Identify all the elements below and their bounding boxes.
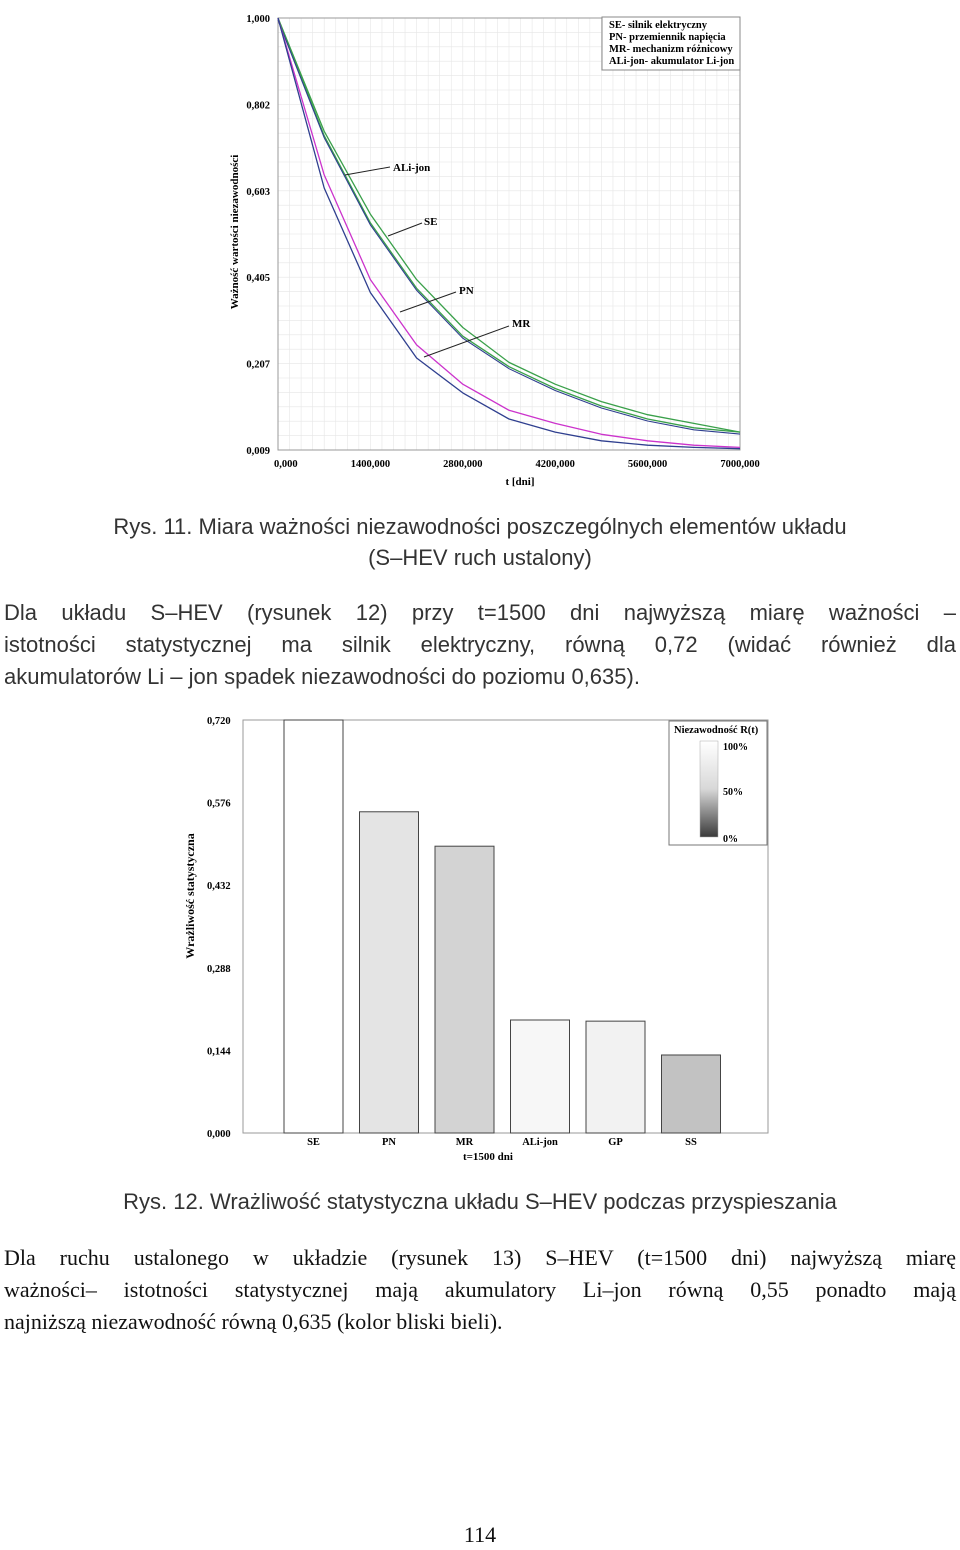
f2-x-axis-label: t=1500 dni bbox=[463, 1151, 513, 1163]
f2-bar-gp bbox=[586, 1021, 645, 1133]
f2-x-tick: ALi-jon bbox=[522, 1137, 558, 1148]
f2-legend-gradient bbox=[700, 741, 718, 837]
f2-x-tick: MR bbox=[455, 1137, 474, 1148]
f1-y-tick: 0,207 bbox=[246, 359, 270, 371]
paragraph-1-line2: istotności statystycznej ma silnik elektryczny, równą 0,72 (widać również dla bbox=[4, 632, 956, 657]
f2-legend-title: Niezawodność R(t) bbox=[674, 725, 759, 736]
f1-x-tick: 4200,000 bbox=[535, 459, 575, 470]
f1-y-tick: 0,009 bbox=[246, 446, 270, 457]
f2-x-tick-labels bbox=[307, 1137, 697, 1148]
f2-y-tick: 0,576 bbox=[207, 798, 231, 810]
figure-11-caption-line1: Rys. 11. Miara ważności niezawodności poszczególnych elementów układu bbox=[113, 514, 847, 539]
f2-x-tick: GP bbox=[608, 1137, 623, 1148]
paragraph-2-line3: najniższą niezawodność równą 0,635 (kolor bliski bieli). bbox=[4, 1309, 503, 1334]
f1-annotation-mr: MR bbox=[512, 318, 531, 330]
figure-12-caption: Rys. 12. Wrażliwość statystyczna układu S–HEV podczas przyspieszania bbox=[123, 1189, 837, 1214]
f2-y-tick: 0,000 bbox=[207, 1129, 231, 1140]
f2-x-tick: PN bbox=[382, 1137, 396, 1148]
f1-annotation-se: SE bbox=[424, 216, 438, 228]
f1-x-axis-label: t [dni] bbox=[505, 476, 535, 488]
f1-x-tick-labels bbox=[274, 459, 760, 470]
paragraph-1 bbox=[4, 597, 956, 693]
f1-legend-pn: PN- przemiennik napięcia bbox=[609, 32, 726, 43]
f2-y-tick: 0,288 bbox=[207, 963, 231, 975]
f1-y-tick: 0,603 bbox=[246, 186, 270, 198]
f2-bar-ss bbox=[662, 1055, 721, 1133]
f2-legend bbox=[669, 721, 767, 845]
paragraph-2-line1: Dla ruchu ustalonego w układzie (rysunek 13) S–HEV (t=1500 dni) najwyższą miarę bbox=[4, 1245, 956, 1270]
f1-x-tick: 2800,000 bbox=[443, 459, 483, 470]
f2-y-tick: 0,720 bbox=[207, 716, 231, 727]
f2-x-tick: SE bbox=[307, 1137, 320, 1148]
f2-legend-0: 0% bbox=[723, 834, 738, 845]
f2-y-tick: 0,432 bbox=[207, 881, 231, 893]
f2-x-tick: SS bbox=[685, 1137, 697, 1148]
f1-y-tick: 0,802 bbox=[246, 100, 270, 112]
f2-bar-pn bbox=[360, 812, 419, 1133]
f1-y-tick-labels bbox=[246, 14, 270, 457]
f1-x-tick: 5600,000 bbox=[627, 459, 668, 470]
f2-legend-100: 100% bbox=[723, 742, 748, 753]
f2-y-axis-label: Wrażliwość statystyczna bbox=[183, 833, 197, 959]
f2-bar-mr bbox=[435, 846, 494, 1133]
f1-y-tick: 0,405 bbox=[246, 273, 270, 285]
f1-gridlines bbox=[278, 18, 740, 450]
f1-legend-alijon: ALi-jon- akumulator Li-jon bbox=[609, 56, 735, 67]
f2-y-tick: 0,144 bbox=[207, 1046, 231, 1058]
paragraph-1-line3: akumulatorów Li – jon spadek niezawodności do poziomu 0,635). bbox=[4, 664, 640, 689]
figure-11-caption-line2: (S–HEV ruch ustalony) bbox=[368, 545, 592, 570]
paragraph-2-line2: ważności– istotności statystycznej mają akumulatory Li–jon równą 0,55 ponadto mają bbox=[4, 1277, 956, 1302]
f1-legend-se: SE- silnik elektryczny bbox=[609, 20, 708, 31]
page-number: 114 bbox=[463, 1522, 497, 1547]
f1-legend-mr: MR- mechanizm różnicowy bbox=[609, 44, 733, 55]
f1-legend bbox=[602, 17, 740, 70]
f1-x-tick: 0,000 bbox=[274, 459, 298, 470]
f1-y-axis-label: Ważność wartości niezawodności bbox=[229, 154, 241, 310]
f1-annotations bbox=[345, 162, 531, 357]
f1-annotation-pn: PN bbox=[459, 285, 474, 297]
f2-bar-se bbox=[284, 720, 343, 1133]
f1-annotation-alijon: ALi-jon bbox=[393, 162, 431, 174]
f2-y-tick-labels bbox=[207, 716, 231, 1140]
f1-x-tick: 1400,000 bbox=[350, 459, 391, 470]
f2-legend-50: 50% bbox=[723, 787, 743, 798]
paragraph-2 bbox=[4, 1242, 956, 1338]
f1-y-tick: 1,000 bbox=[246, 14, 270, 25]
paragraph-1-line1: Dla układu S–HEV (rysunek 12) przy t=1500 dni najwyższą miarę ważności – bbox=[4, 600, 956, 625]
figure-sensitivity-bars bbox=[0, 700, 960, 1170]
f1-x-tick: 7000,000 bbox=[720, 459, 760, 470]
figure-reliability-lines bbox=[0, 0, 960, 495]
f2-bar-ali-jon bbox=[511, 1020, 570, 1133]
